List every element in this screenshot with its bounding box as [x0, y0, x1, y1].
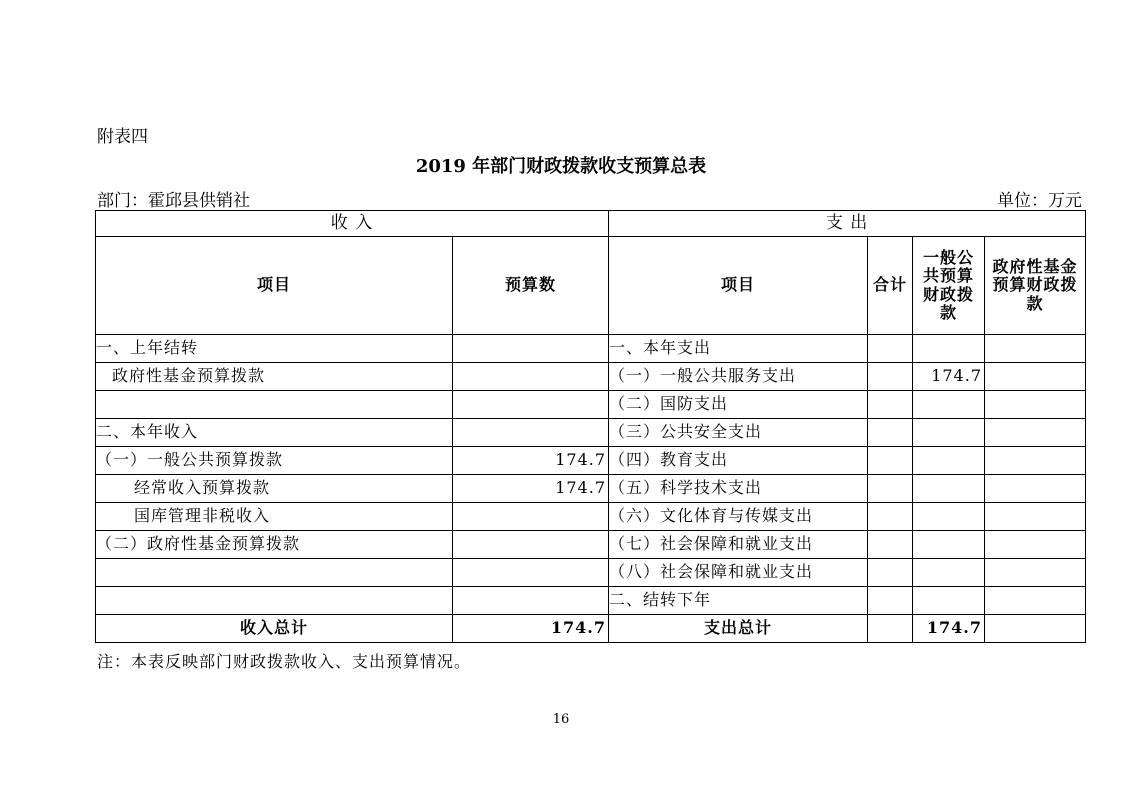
- expense-item: （五）科学技术支出: [609, 475, 868, 503]
- table-row: [96, 419, 1086, 447]
- income-total-label: 收入总计: [96, 615, 453, 643]
- expense-fund: [985, 335, 1086, 363]
- expense-total: [868, 587, 913, 615]
- expense-total: [868, 419, 913, 447]
- income-budget: 174.7: [453, 475, 609, 503]
- expense-general: [913, 503, 985, 531]
- income-budget-header: 预算数: [453, 237, 609, 335]
- expense-total: [868, 503, 913, 531]
- income-item-header: 项目: [96, 237, 453, 335]
- expense-general: [913, 335, 985, 363]
- income-budget: [453, 391, 609, 419]
- income-item: [96, 391, 453, 419]
- expense-fund-header: 政府性基金预算财政拨款: [985, 237, 1086, 335]
- expense-section-header: 支 出: [609, 211, 1086, 237]
- expense-item: （三）公共安全支出: [609, 419, 868, 447]
- attachment-label: 附表四: [97, 127, 148, 147]
- expense-fund: [985, 559, 1086, 587]
- income-item: 二、本年收入: [96, 419, 453, 447]
- expense-general: [913, 475, 985, 503]
- income-item: [96, 559, 453, 587]
- expense-fund: [985, 419, 1086, 447]
- expense-total-general: 174.7: [913, 615, 985, 643]
- table-row: [96, 391, 1086, 419]
- income-item: 国库管理非税收入: [96, 503, 453, 531]
- table-row: [96, 447, 1086, 475]
- expense-item-header: 项目: [609, 237, 868, 335]
- expense-fund: [985, 447, 1086, 475]
- income-total-value: 174.7: [453, 615, 609, 643]
- income-budget: 174.7: [453, 447, 609, 475]
- expense-fund: [985, 475, 1086, 503]
- table-title: 2019 年部门财政拨款收支预算总表: [415, 156, 707, 177]
- page-number: 16: [552, 712, 570, 727]
- expense-item: 二、结转下年: [609, 587, 868, 615]
- table-row: [96, 363, 1086, 391]
- totals-row: [96, 615, 1086, 643]
- income-budget: [453, 559, 609, 587]
- income-item: （二）政府性基金预算拨款: [96, 531, 453, 559]
- expense-general: [913, 531, 985, 559]
- income-item: （一）一般公共预算拨款: [96, 447, 453, 475]
- expense-total: [868, 559, 913, 587]
- expense-total: [868, 531, 913, 559]
- expense-fund: [985, 363, 1086, 391]
- column-header-row: [96, 237, 1086, 335]
- expense-item: （二）国防支出: [609, 391, 868, 419]
- income-budget: [453, 531, 609, 559]
- expense-total: [868, 391, 913, 419]
- expense-total: [868, 475, 913, 503]
- expense-total-label: 支出总计: [609, 615, 868, 643]
- expense-item: （七）社会保障和就业支出: [609, 531, 868, 559]
- expense-total: [868, 363, 913, 391]
- income-item: 政府性基金预算拨款: [96, 363, 453, 391]
- expense-total-sum: [868, 615, 913, 643]
- expense-item: （八）社会保障和就业支出: [609, 559, 868, 587]
- expense-general: [913, 419, 985, 447]
- income-budget: [453, 335, 609, 363]
- expense-item: （四）教育支出: [609, 447, 868, 475]
- table-row: [96, 503, 1086, 531]
- income-item: 一、上年结转: [96, 335, 453, 363]
- expense-fund: [985, 391, 1086, 419]
- unit-label: 单位：万元: [997, 191, 1082, 211]
- expense-total: [868, 447, 913, 475]
- income-section-header: 收 入: [96, 211, 609, 237]
- expense-total: [868, 335, 913, 363]
- expense-general: 174.7: [913, 363, 985, 391]
- income-item: 经常收入预算拨款: [96, 475, 453, 503]
- income-budget: [453, 419, 609, 447]
- table-row: [96, 559, 1086, 587]
- section-header-row: [96, 211, 1086, 237]
- budget-table: [95, 210, 1086, 643]
- table-row: [96, 531, 1086, 559]
- table-row: [96, 475, 1086, 503]
- income-budget: [453, 363, 609, 391]
- expense-fund: [985, 531, 1086, 559]
- income-budget: [453, 587, 609, 615]
- expense-fund: [985, 587, 1086, 615]
- income-item: [96, 587, 453, 615]
- expense-total-fund: [985, 615, 1086, 643]
- expense-item: 一、本年支出: [609, 335, 868, 363]
- expense-general: [913, 391, 985, 419]
- expense-item: （六）文化体育与传媒支出: [609, 503, 868, 531]
- expense-fund: [985, 503, 1086, 531]
- table-row: [96, 335, 1086, 363]
- expense-general: [913, 447, 985, 475]
- table-note: 注：本表反映部门财政拨款收入、支出预算情况。: [97, 652, 472, 671]
- expense-general: [913, 559, 985, 587]
- expense-general-header: 一般公共预算财政拨款: [913, 237, 985, 335]
- income-budget: [453, 503, 609, 531]
- expense-item: （一）一般公共服务支出: [609, 363, 868, 391]
- expense-total-header: 合计: [868, 237, 913, 335]
- expense-general: [913, 587, 985, 615]
- department-label: 部门：霍邱县供销社: [97, 191, 250, 211]
- table-row: [96, 587, 1086, 615]
